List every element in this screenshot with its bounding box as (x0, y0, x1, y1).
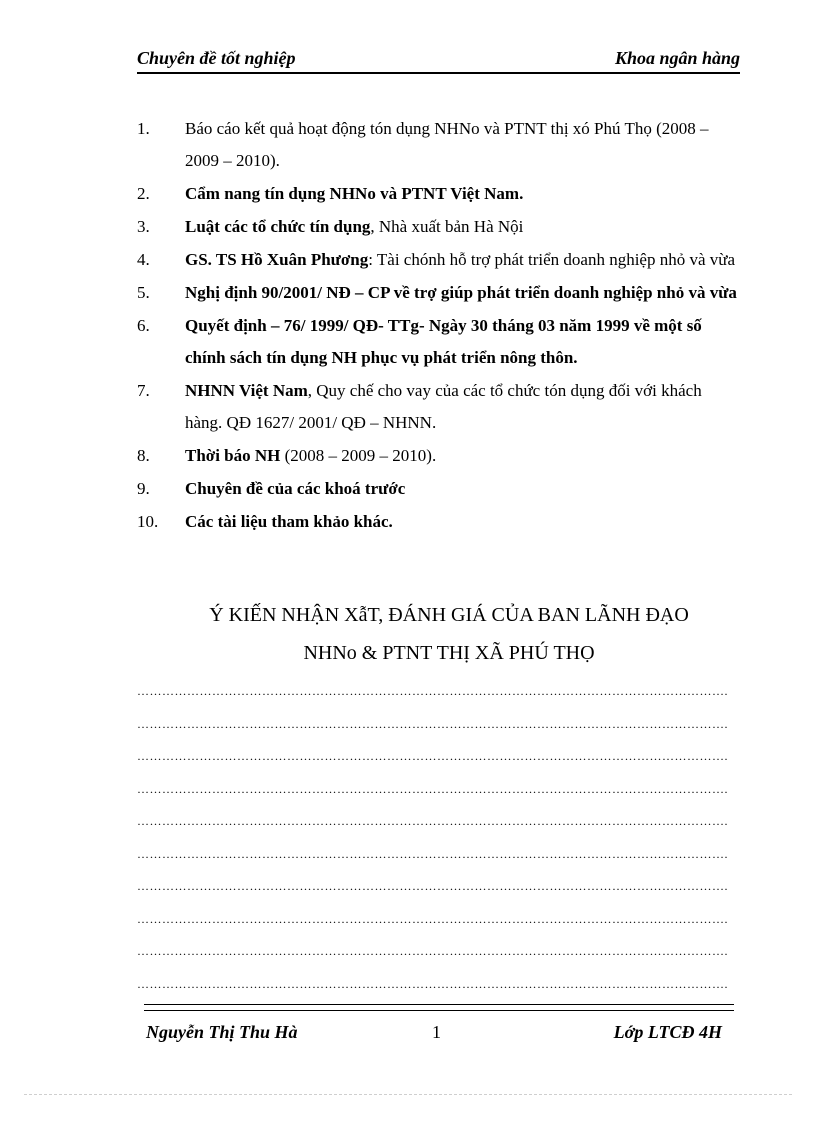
reference-text: (2008 – 2009 – 2010). (280, 446, 437, 465)
reference-bold: Chuyên đề của các khoá trước (185, 479, 406, 498)
section-title-line1: Ý KIẾN NHẬN XẫT, ĐÁNH GIÁ CỦA BAN LÃNH ĐẠO (209, 604, 689, 626)
reference-number: 5. (137, 283, 150, 302)
reference-text: , Nhà xuất bản Hà Nội (370, 217, 524, 236)
reference-number: 3. (137, 217, 150, 236)
reference-number: 7. (137, 381, 150, 400)
reference-number: 9. (137, 479, 150, 498)
reference-number: 1. (137, 119, 150, 138)
reference-item (137, 244, 737, 276)
reference-item (137, 113, 737, 177)
comment-line: ……………………………………………………………………………………………………………………………. (137, 846, 728, 861)
comment-line: ……………………………………………………………………………………………………………………………. (137, 781, 728, 796)
comment-area (137, 679, 735, 1004)
reference-item (137, 440, 737, 472)
reference-item (137, 310, 737, 374)
reference-bold: Các tài liệu tham khảo khác. (185, 512, 393, 531)
reference-bold: Cẩm nang tín dụng NHNo và PTNT Việt Nam. (185, 184, 524, 203)
reference-bold: Nghị định 90/2001/ NĐ – CP về trợ giúp phát triển doanh nghiệp nhỏ và vừa (185, 283, 737, 302)
section-title-line2: NHNo & PTNT THỊ XÃ PHÚ THỌ (303, 642, 595, 664)
reference-item (137, 473, 737, 505)
reference-bold: Luật các tổ chức tín dụng (185, 217, 371, 236)
footer-class: Lớp LTCĐ 4H (613, 1022, 722, 1042)
reference-bold: NHNN Việt Nam (185, 381, 308, 400)
reference-item (137, 277, 737, 309)
reference-bold: Quyết định – 76/ 1999/ QĐ- TTg- Ngày 30 tháng 03 năm 1999 về một số chính sách tín dụng NH phục vụ phát triển nông thôn. (185, 316, 702, 367)
comment-line: ……………………………………………………………………………………………………………………………. (137, 879, 728, 893)
header-title: Chuyên đề tốt nghiệp (137, 48, 296, 68)
comment-line: ……………………………………………………………………………………………………………………………. (137, 749, 728, 763)
footer-divider (144, 1004, 734, 1011)
page-header (137, 48, 740, 74)
comment-line: ……………………………………………………………………………………………………………………………. (137, 814, 728, 828)
reference-number: 4. (137, 250, 150, 269)
reference-text: Báo cáo kết quả hoạt động tón dụng NHNo và PTNT thị xó Phú Thọ (2008 – 2009 – 2010). (185, 119, 709, 170)
header-department: Khoa ngân hàng (614, 48, 740, 68)
reference-item (137, 506, 737, 538)
comment-line: ……………………………………………………………………………………………………………………………. (137, 944, 728, 958)
page-footer (146, 1022, 726, 1046)
reference-item (137, 211, 737, 243)
page-break-line (24, 1094, 792, 1095)
reference-text: , Quy chế cho vay của các tổ chức tón dụng đối với khách hàng. QĐ 1627/ 2001/ QĐ – NHNN. (185, 381, 702, 432)
reference-number: 6. (137, 316, 150, 335)
reference-bold: Thời báo NH (185, 446, 281, 465)
comment-line: ……………………………………………………………………………………………………………………………. (137, 911, 728, 926)
comment-line: ……………………………………………………………………………………………………………………………. (137, 716, 728, 731)
reference-number: 2. (137, 184, 150, 203)
reference-number: 10. (137, 512, 159, 531)
footer-author: Nguyễn Thị Thu Hà (146, 1022, 298, 1042)
reference-text: : Tài chónh hỗ trợ phát triển doanh nghiệp nhỏ và vừa (368, 250, 736, 269)
reference-list (137, 113, 737, 539)
page-number: 1 (432, 1022, 441, 1042)
reference-item (137, 375, 737, 439)
comment-line: ……………………………………………………………………………………………………………………………. (137, 684, 728, 698)
reference-bold: GS. TS Hồ Xuân Phương (185, 250, 369, 269)
reference-number: 8. (137, 446, 150, 465)
comment-line: ……………………………………………………………………………………………………………………………. (137, 976, 728, 991)
reference-item (137, 178, 737, 210)
